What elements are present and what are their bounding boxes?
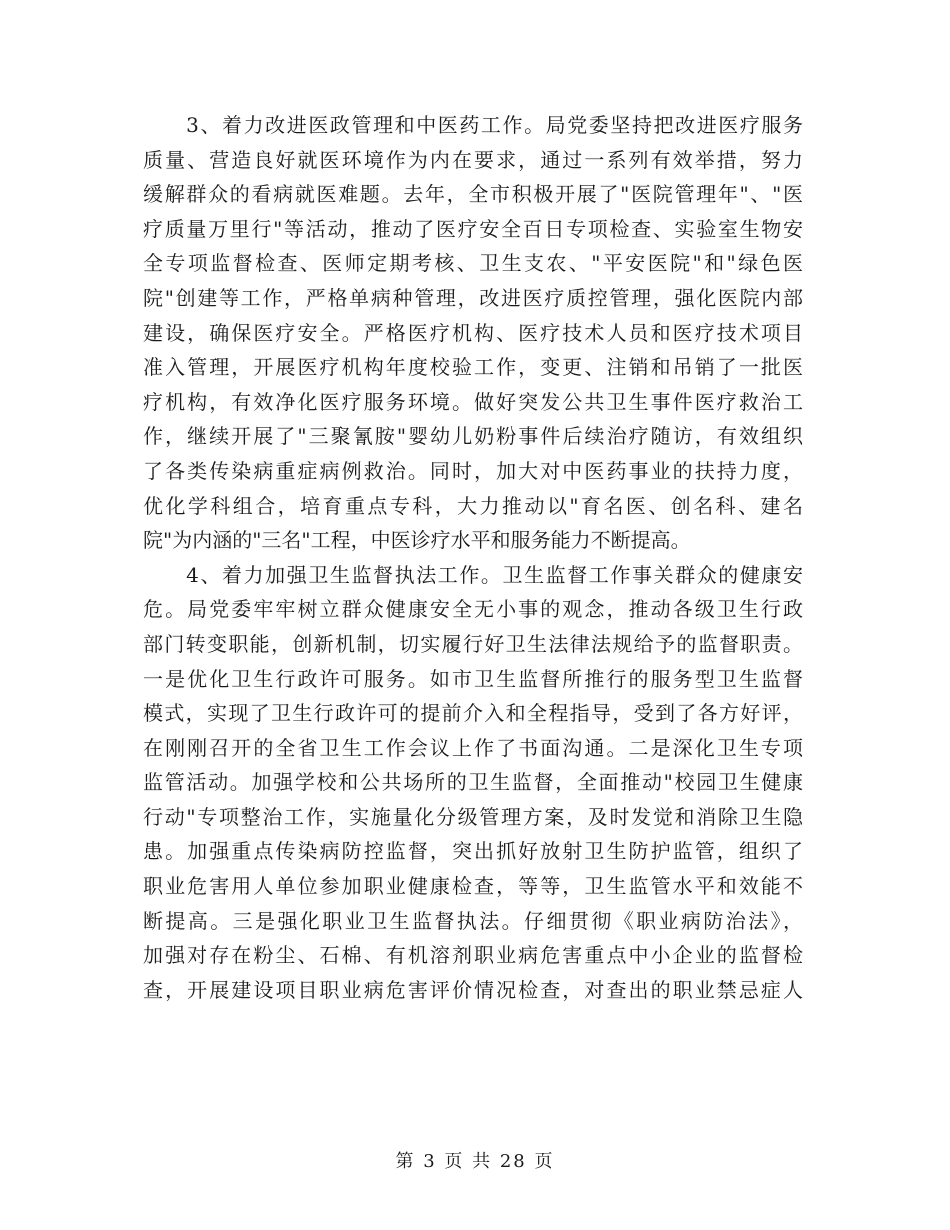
text-line: 准入管理，开展医疗机构年度校验工作，变更、注销和吊销了一批医 bbox=[143, 355, 803, 380]
text-line: 行动"专项整治工作，实施量化分级管理方案，及时发觉和消除卫生隐 bbox=[143, 804, 803, 829]
text-line: 患。加强重点传染病防控监督，突出抓好放射卫生防护监管，组织了 bbox=[143, 839, 803, 864]
text-line: 查，开展建设项目职业病危害评价情况检查，对查出的职业禁忌症人 bbox=[143, 977, 803, 1002]
text-line: 院"为内涵的"三名"工程，中医诊疗水平和服务能力不断提高。 bbox=[143, 528, 691, 553]
text-line: 院"创建等工作，严格单病种管理，改进医疗质控管理，强化医院内部 bbox=[143, 285, 803, 310]
text-line: 职业危害用人单位参加职业健康检查，等等，卫生监管水平和效能不 bbox=[143, 874, 803, 899]
text-line: 疗机构，有效净化医疗服务环境。做好突发公共卫生事件医疗救治工 bbox=[143, 389, 803, 414]
text-line: 4、着力加强卫生监督执法工作。卫生监督工作事关群众的健康安 bbox=[143, 562, 803, 587]
page-number-footer: 第 3 页 共 28 页 bbox=[395, 1151, 555, 1172]
text-line: 部门转变职能，创新机制，切实履行好卫生法律法规给予的监督职责。 bbox=[143, 631, 803, 656]
text-line: 危。局党委牢牢树立群众健康安全无小事的观念，推动各级卫生行政 bbox=[143, 597, 803, 622]
text-line: 了各类传染病重症病例救治。同时，加大对中医药事业的扶持力度， bbox=[143, 458, 803, 483]
text-line: 模式，实现了卫生行政许可的提前介入和全程指导，受到了各方好评， bbox=[143, 701, 803, 726]
text-line: 全专项监督检查、医师定期考核、卫生支农、"平安医院"和"绿色医 bbox=[143, 251, 803, 276]
text-line: 在刚刚召开的全省卫生工作会议上作了书面沟通。二是深化卫生专项 bbox=[143, 735, 803, 760]
text-line: 一是优化卫生行政许可服务。如市卫生监督所推行的服务型卫生监督 bbox=[143, 666, 803, 691]
text-line: 3、着力改进医政管理和中医药工作。局党委坚持把改进医疗服务 bbox=[143, 113, 803, 137]
text-line: 断提高。三是强化职业卫生监督执法。仔细贯彻《职业病防治法》， bbox=[143, 908, 803, 933]
text-line: 缓解群众的看病就医难题。去年，全市积极开展了"医院管理年"、"医 bbox=[143, 182, 803, 207]
text-line: 建设，确保医疗安全。严格医疗机构、医疗技术人员和医疗技术项目 bbox=[143, 320, 803, 345]
text-line: 监管活动。加强学校和公共场所的卫生监督，全面推动"校园卫生健康 bbox=[143, 770, 803, 795]
text-line: 疗质量万里行"等活动，推动了医疗安全百日专项检查、实验室生物安 bbox=[143, 216, 803, 241]
document-body bbox=[143, 108, 803, 1007]
text-line: 作，继续开展了"三聚氰胺"婴幼儿奶粉事件后续治疗随访，有效组织 bbox=[143, 424, 803, 449]
text-line: 质量、营造良好就医环境作为内在要求，通过一系列有效举措，努力 bbox=[143, 147, 803, 172]
text-line: 加强对存在粉尘、石棉、有机溶剂职业病危害重点中小企业的监督检 bbox=[143, 943, 803, 968]
text-line: 优化学科组合，培育重点专科，大力推动以"育名医、创名科、建名 bbox=[143, 493, 803, 518]
